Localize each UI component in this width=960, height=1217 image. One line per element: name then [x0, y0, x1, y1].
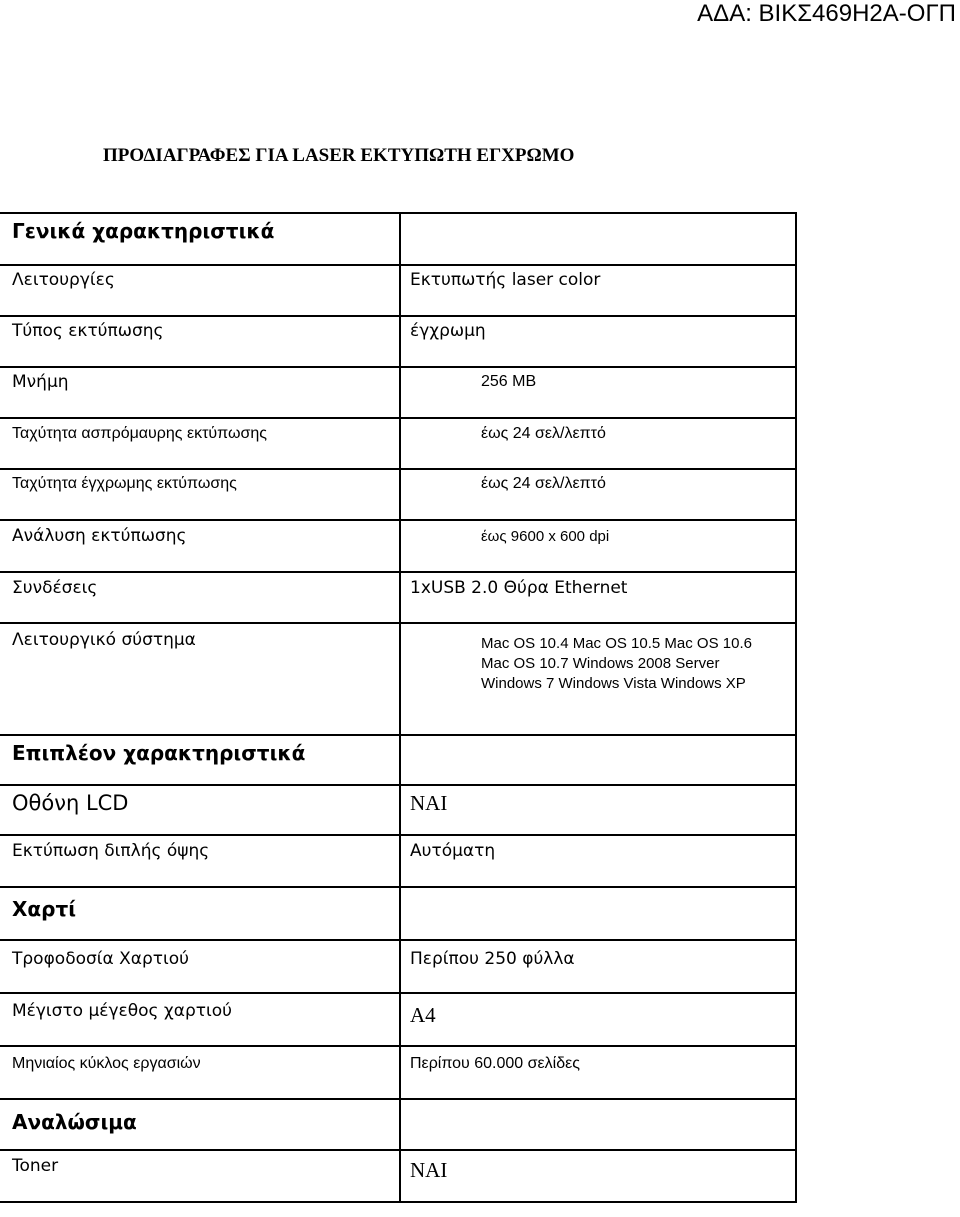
- table-row: [0, 1046, 796, 1099]
- row-label: Τύπος εκτύπωσης: [12, 321, 164, 341]
- section-heading-row: [0, 1099, 796, 1150]
- row-value: έως 24 σελ/λεπτό: [481, 425, 606, 442]
- row-label: Ανάλυση εκτύπωσης: [12, 526, 187, 546]
- row-label: Εκτύπωση διπλής όψης: [12, 841, 210, 861]
- section-heading-general: Γενικά χαρακτηριστικά: [12, 219, 275, 243]
- row-value: Α4: [410, 1003, 436, 1027]
- row-value: Mac OS 10.4 Mac OS 10.5 Mac OS 10.6 Mac OS 10.7 Windows 2008 Server Windows 7 Windows Vista Windows XP: [481, 635, 752, 692]
- spec-table: [0, 212, 797, 1203]
- row-value: έγχρωμη: [410, 321, 486, 341]
- section-heading-row: [0, 213, 796, 265]
- row-value: 256 MB: [481, 373, 537, 390]
- table-row: [0, 993, 796, 1046]
- section-heading-paper: Χαρτί: [12, 897, 77, 921]
- table-row: [0, 418, 796, 469]
- row-label: Ταχύτητα ασπρόμαυρης εκτύπωσης: [12, 425, 267, 442]
- table-row: [0, 469, 796, 520]
- row-value: Περίπου 60.000 σελίδες: [410, 1055, 580, 1072]
- table-row: [0, 316, 796, 367]
- section-heading-row: [0, 887, 796, 940]
- row-label: Συνδέσεις: [12, 578, 98, 598]
- row-value: Περίπου 250 φύλλα: [410, 949, 575, 969]
- row-label: Λειτουργίες: [12, 270, 115, 290]
- section-heading-consumables: Αναλώσιμα: [12, 1110, 137, 1134]
- table-row: [0, 940, 796, 993]
- row-value: ΝΑΙ: [410, 791, 448, 815]
- row-label: Ταχύτητα έγχρωμης εκτύπωσης: [12, 475, 237, 492]
- row-label: Μέγιστο μέγεθος χαρτιού: [12, 1001, 232, 1021]
- row-label: Toner: [12, 1156, 59, 1176]
- row-value: 1xUSB 2.0 Θύρα Ethernet: [410, 578, 628, 598]
- document-title: ΠΡΟΔΙΑΓΡΑΦΕΣ ΓΙΑ LASER ΕΚΤΥΠΩΤΗ ΕΓΧΡΩΜΟ: [103, 145, 575, 166]
- table-row: [0, 1150, 796, 1202]
- row-label: Οθόνη LCD: [12, 791, 129, 815]
- row-value: ΝΑΙ: [410, 1158, 448, 1182]
- table-row: [0, 520, 796, 572]
- row-value: έως 9600 x 600 dpi: [481, 528, 610, 545]
- table-row: [0, 572, 796, 623]
- row-label: Μνήμη: [12, 372, 69, 392]
- ada-code: ΑΔΑ: ΒΙΚΣ469Η2Α-ΟΓΠ: [697, 0, 956, 27]
- table-row: [0, 785, 796, 835]
- row-value: Εκτυπωτής laser color: [410, 270, 601, 290]
- row-label: Μηνιαίος κύκλος εργασιών: [12, 1055, 201, 1072]
- row-label: Τροφοδοσία Χαρτιού: [12, 949, 189, 969]
- table-row: [0, 623, 796, 735]
- table-row: [0, 367, 796, 418]
- table-row: [0, 835, 796, 887]
- row-label: Λειτουργικό σύστημα: [12, 630, 196, 650]
- table-row: [0, 265, 796, 316]
- row-value: Αυτόματη: [410, 841, 496, 861]
- section-heading-row: [0, 735, 796, 785]
- row-value: έως 24 σελ/λεπτό: [481, 475, 606, 492]
- section-heading-extra: Επιπλέον χαρακτηριστικά: [12, 741, 306, 765]
